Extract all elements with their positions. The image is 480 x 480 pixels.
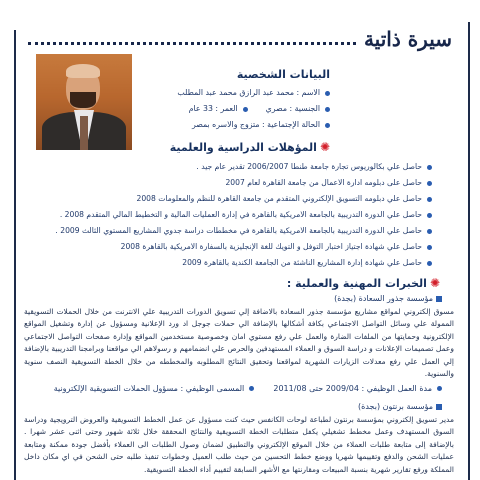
job2-title	[358, 402, 442, 411]
title-dotted-divider	[28, 42, 356, 45]
name-line	[177, 88, 330, 97]
experience-heading-text: الخبرات المهنية والعملية :	[286, 277, 427, 290]
education-item	[60, 210, 432, 219]
job1-description: مسوق إلكتروني لمواقع مشاريع مؤسسة جذور السعادة بالاضافة إلي تسويق الدورات التدريبية علي الانترنت من خلال الحملات التسويقية الممولة علي وسائل التواصل الاجتماعي بكافة أشكالها بالإضافة الي حملات جوجل اد ورد الإعلانية ومسؤول عن إدارة وتشغيل المواقع الإلكترونية وحمايتها من الملفات الضارة والعمل علي رفع مستوي امان وخصوصية مستخدمين المواقع وإدارة صفحات التواصل الاجتماعي وعمل تصميمات الإعلانات و دراسة السوق و العملاء المستهدفين والحرص علي انضمامهم و رسولاهم الي مواقعنا وبرامجنا التدريبية بالإضافة إلي العمل علي رفع معدلات الزيارات الشهرية لمواقعنا وتحقيق النتائج المطلوبه والمخططه من خلال الخطة التسويقية النصف سنوية والسنوية.	[24, 307, 454, 379]
education-heading-text: المؤهلات الدراسية والعلمية	[169, 141, 317, 154]
photo-tie	[80, 116, 88, 150]
education-item-text: حاصل علي الدورة التدريبية بالجامعة الامريكية بالقاهرة في إدارة العمليات المالية و التخطيط المالي المتقدم 2008 .	[59, 210, 422, 219]
bullet-icon	[427, 213, 432, 218]
job1-title-text: مؤسسة جذور السعادة (بجدة)	[334, 294, 433, 303]
education-item	[225, 178, 432, 187]
personal-heading: البيانات الشخصية	[236, 68, 330, 81]
education-item-text: حاصل علي بكالوريوس تجارة جامعة طنطا 2006/2007 تقدير عام جيد .	[196, 162, 422, 171]
education-item	[121, 242, 432, 251]
profile-photo	[36, 54, 132, 150]
bullet-icon	[427, 229, 432, 234]
bullet-icon	[325, 107, 330, 112]
experience-heading	[287, 276, 440, 290]
checkbox-icon	[436, 296, 442, 302]
bullet-icon	[427, 197, 432, 202]
education-item-text: حاصل علي شهادة إدارة المشاريع الناشئة من الجامعة الكندية بالقاهرة 2009	[182, 258, 422, 267]
photo-head	[66, 64, 100, 78]
bullet-icon	[437, 386, 442, 391]
frame-left-line	[14, 30, 16, 480]
bullet-icon	[427, 181, 432, 186]
bullet-icon	[249, 386, 254, 391]
photo-beard	[70, 92, 96, 108]
bullet-icon	[427, 261, 432, 266]
education-item-text: حاصل علي دبلومه التسويق الإلكتروني المتقدم من جامعة القاهرة للنظم والمعلومات 2008	[136, 194, 422, 203]
education-item	[196, 162, 432, 171]
bullet-icon	[427, 165, 432, 170]
star-icon: ✺	[429, 276, 440, 290]
education-item	[55, 226, 432, 235]
bullet-icon	[243, 107, 248, 112]
bullet-icon	[325, 91, 330, 96]
marital-value: الحالة الإجتماعية : متزوج والاسره بمصر	[191, 120, 320, 129]
nationality-value: الجنسية : مصري	[265, 104, 320, 113]
education-item-text: حاصل علي الدورة التدريبية بالجامعة الامريكية بالقاهرة في مخططات دراسة جدوي المشاريع المستوي الثالث 2009 .	[55, 226, 422, 235]
age-value: العمر : 33 عام	[188, 104, 238, 113]
star-icon: ✺	[319, 140, 330, 154]
bullet-icon	[325, 123, 330, 128]
name-value: الاسم : محمد عبد الرازق محمد عبد المطلب	[177, 88, 320, 97]
page-title: سيرة ذاتية	[363, 27, 452, 51]
job2-title-text: مؤسسة برنتون (بجدة)	[358, 402, 433, 411]
bullet-icon	[427, 245, 432, 250]
education-item-text: حاصل على دبلومه ادارة الاعمال من جامعة القاهرة لعام 2007	[225, 178, 422, 187]
education-item	[137, 194, 433, 203]
page-title-row	[28, 26, 452, 52]
nationality-age-line	[189, 104, 330, 113]
job2-description: مدير تسويق إلكتروني بمؤسسة برنتون لطباعة لوحات الكانفس حيث كنت مسؤول عن عمل الخطط التسويقية والعروض الترويجية ودراسة السوق المستهدف وعمل مخطط تشغيلي يكفل متطلبات الخطة التسويقية والنتائج المحققة خلال ثلاثة شهور وحتى اثنى عشر شهرا . بالإضافة إلى متابعة طلبات العملاء من خلال الموقع الإلكتروني والتطبيق لضمان وصول الطلبات الى العملاء بأفضل جودة ممكنة ومتابعة عمليات الشحن والدفع وتقييمها شهريا ووضع خطط التحسين من حيث طلب العميل وخطوات تنفيذ طلبه حتى الشحن في اي مكان داخل المملكة ورفع تقارير شهرية بنسبة المبيعات ومقارنتها مع الأشهر السابقة لتقييم أداء الخطة التسويقية.	[24, 415, 454, 474]
education-item	[182, 258, 432, 267]
frame-right-line	[468, 22, 470, 480]
job1-title	[334, 294, 442, 303]
job1-meta	[54, 384, 442, 393]
education-heading	[170, 140, 330, 154]
education-item-text: حاصل علي شهادة اجتياز اختبار التوفل و التويك للغة الإنجليزية بالسفارة الامريكية بالقاهرة 2008	[120, 242, 422, 251]
job1-period: مدة العمل الوظيفي : 2009/04 حتى 2011/08	[273, 384, 432, 393]
checkbox-icon	[436, 404, 442, 410]
marital-line	[192, 120, 330, 129]
job1-role: المسمى الوظيفي : مسؤول الحملات التسويقية الإلكترونية	[53, 384, 245, 393]
